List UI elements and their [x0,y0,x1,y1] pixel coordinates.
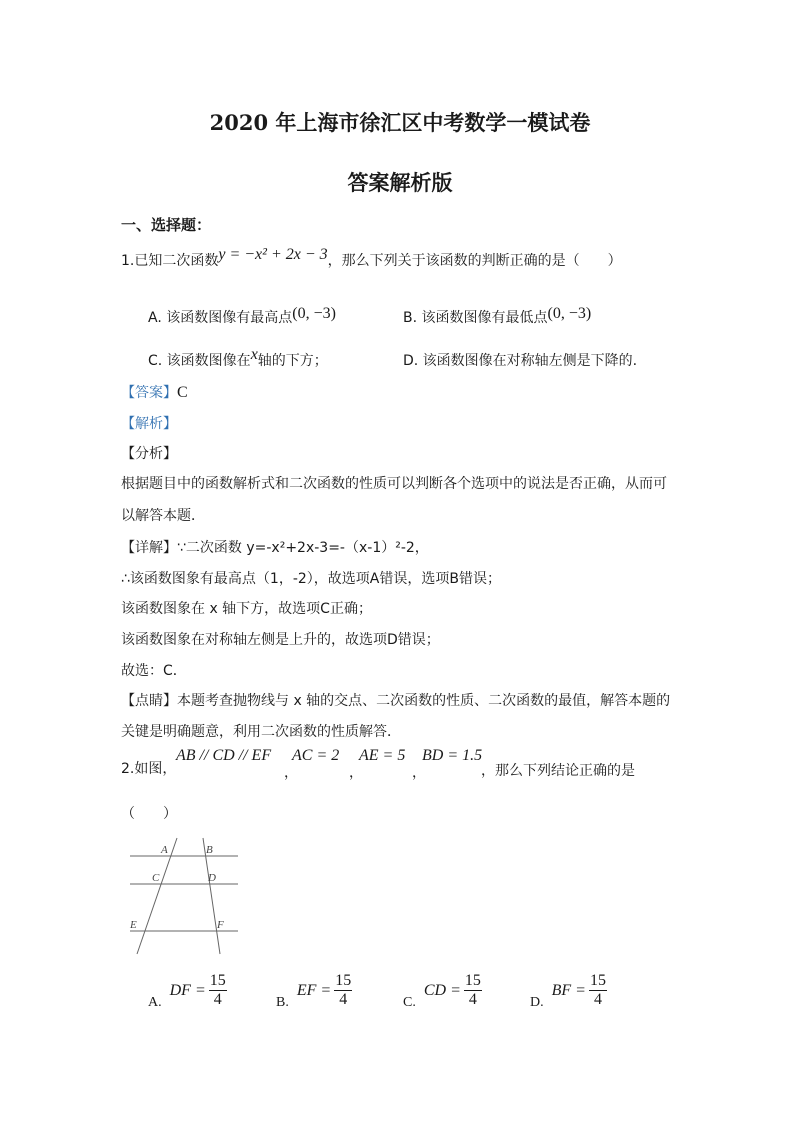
q2-condition-ae: AE = 5 [359,747,406,764]
label-e: E [130,919,137,931]
q1-detail-line1: 【详解】∵二次函数 y=-x²+2x-3=-（x-1）²-2， [121,540,429,556]
q1-comment-line1: 【点睛】本题考查抛物线与 x 轴的交点、二次函数的性质、二次函数的最值，解答本题的 [121,693,671,709]
q2-suffix: ，那么下列结论正确的是 [481,763,635,779]
label-a: A [161,844,168,856]
q1-option-c: C. 该函数图像在x轴的下方； [148,346,328,369]
label-c: C [152,872,160,884]
section-heading: 一、选择题： [121,216,212,234]
q1-option-d: D. 该函数图像在对称轴左侧是下降的. [403,353,638,369]
label-f: F [217,919,224,931]
q1-comment-line2: 关键是明确题意，利用二次函数的性质解答． [121,724,401,740]
label-b: B [206,844,213,856]
parallel-lines-figure [125,836,243,960]
q1-detail-line3: 该函数图象在 x 轴下方，故选项C正确； [121,601,372,617]
q1-option-a: A. 该函数图像有最高点(0, −3) [148,305,336,326]
q1-detail-line5: 故选：C． [121,663,187,679]
q2-condition-ac: AC = 2 [292,747,340,764]
q2-condition-bd: BD = 1.5 [422,747,483,764]
q2-option-c: C. CD = $\frac{15}{4}$ [403,972,481,1010]
q1-option-b: B. 该函数图像有最低点(0, −3) [403,305,592,326]
document-subtitle: 答案解析版 [347,170,453,195]
q1-stem: 1.已知二次函数y = −x² + 2x − 3，那么下列关于该函数的判断正确的是（ ） [121,246,622,269]
q2-prefix: 2.如图， [121,761,177,777]
q2-option-b: B. EF = $\frac{15}{4}$ [276,972,352,1010]
q1-fenxi-tag: 【分析】 [121,446,177,462]
q2-answer-parens: （ ） [121,806,177,822]
q1-analysis-tag: 【解析】 [121,416,177,432]
q2-condition-parallel: AB // CD // EF [176,747,272,764]
q1-answer: 【答案】C [121,384,188,401]
document-title: 2020 年上海市徐汇区中考数学一模试卷 [209,110,591,135]
q2-comma-2: ， [349,765,363,781]
q1-detail-line4: 该函数图象在对称轴左侧是上升的，故选项D错误； [121,632,440,648]
q2-comma-3: ， [412,765,426,781]
q1-detail-line2: ∴该函数图象有最高点（1，-2），故选项A错误，选项B错误； [121,571,501,587]
q1-formula: y = −x² + 2x − 3 [218,246,328,263]
q2-comma-1: ， [284,765,298,781]
q2-option-a: A. DF = $\frac{15}{4}$ [148,972,226,1010]
q1-fenxi-line2: 以解答本题． [121,508,205,524]
transversal-left [137,838,177,954]
q2-option-d: D. BF = $\frac{15}{4}$ [530,972,606,1010]
q1-fenxi-line1: 根据题目中的函数解析式和二次函数的性质可以判断各个选项中的说法是否正确，从而可 [121,476,667,492]
label-d: D [208,872,216,884]
